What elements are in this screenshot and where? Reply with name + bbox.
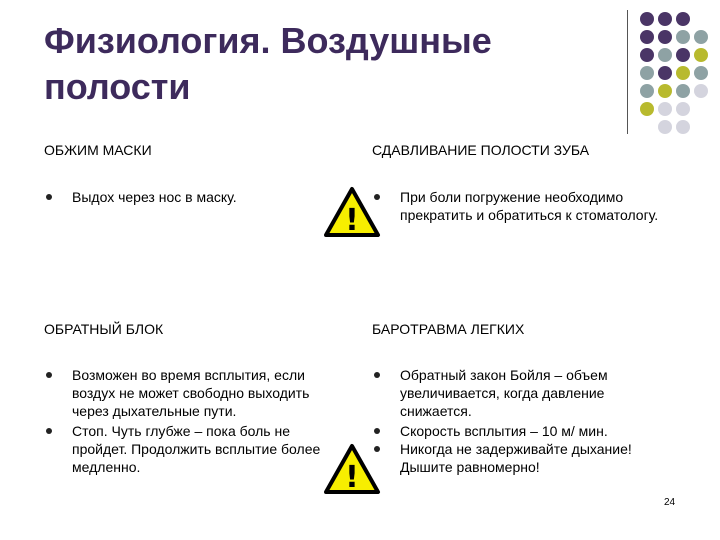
list-reverse [44, 366, 344, 476]
decor-dot [658, 30, 672, 44]
section-heading-reverse: ОБРАТНЫЙ БЛОК [44, 321, 164, 337]
bullet-icon [46, 194, 52, 200]
warning-mark: ! [345, 460, 359, 495]
divider-line [627, 10, 628, 134]
bullet-icon [374, 428, 380, 434]
decor-dot [658, 66, 672, 80]
warning-triangle-icon [323, 186, 381, 238]
decor-dot [658, 102, 672, 116]
list-item: При боли погружение необходимо прекратить и обратиться к стоматологу. [372, 188, 672, 224]
decor-dot [676, 66, 690, 80]
bullet-icon [46, 372, 52, 378]
decor-dot [640, 66, 654, 80]
section-heading-lungs: БАРОТРАВМА ЛЕГКИХ [372, 321, 525, 337]
bullet-icon [46, 428, 52, 434]
decor-dot [694, 84, 708, 98]
decor-dot [658, 12, 672, 26]
list-item: Возможен во время всплытия, если воздух не может свободно выходить через дыхательные пути. [44, 366, 344, 420]
decor-dot [694, 48, 708, 62]
warning-triangle-icon [323, 443, 381, 495]
section-heading-tooth: СДАВЛИВАНИЕ ПОЛОСТИ ЗУБА [372, 142, 590, 158]
list-item: Никогда не задерживайте дыхание! Дышите равномерно! [372, 440, 672, 476]
decor-dot [640, 12, 654, 26]
decor-dot [694, 30, 708, 44]
decor-dot [676, 84, 690, 98]
decor-dot [694, 66, 708, 80]
decor-dot [676, 30, 690, 44]
decor-dot [658, 84, 672, 98]
decor-dot [640, 102, 654, 116]
warning-mark: ! [345, 203, 359, 238]
list-item: Стоп. Чуть глубже – пока боль не пройдет. Продолжить всплытие более медленно. [44, 422, 344, 476]
page-number: 24 [664, 497, 676, 508]
decor-dot [640, 84, 654, 98]
list-item: Скорость всплытия – 10 м/ мин. [372, 422, 672, 440]
section-heading-mask: ОБЖИМ МАСКИ [44, 142, 152, 158]
list-mask [44, 188, 324, 206]
decor-dot [658, 48, 672, 62]
decor-dot [676, 48, 690, 62]
list-tooth [372, 188, 672, 224]
list-item: Обратный закон Бойля – объем увеличивается, когда давление снижается. [372, 366, 672, 420]
decor-dot [658, 120, 672, 134]
page-title: Физиология. Воздушные полости [44, 20, 492, 107]
decor-dot [640, 30, 654, 44]
decor-dot [676, 12, 690, 26]
decorative-dot-grid [640, 12, 720, 132]
list-lungs [372, 366, 672, 476]
list-item: Выдох через нос в маску. [44, 188, 324, 206]
bullet-icon [374, 372, 380, 378]
decor-dot [676, 102, 690, 116]
decor-dot [676, 120, 690, 134]
decor-dot [640, 48, 654, 62]
